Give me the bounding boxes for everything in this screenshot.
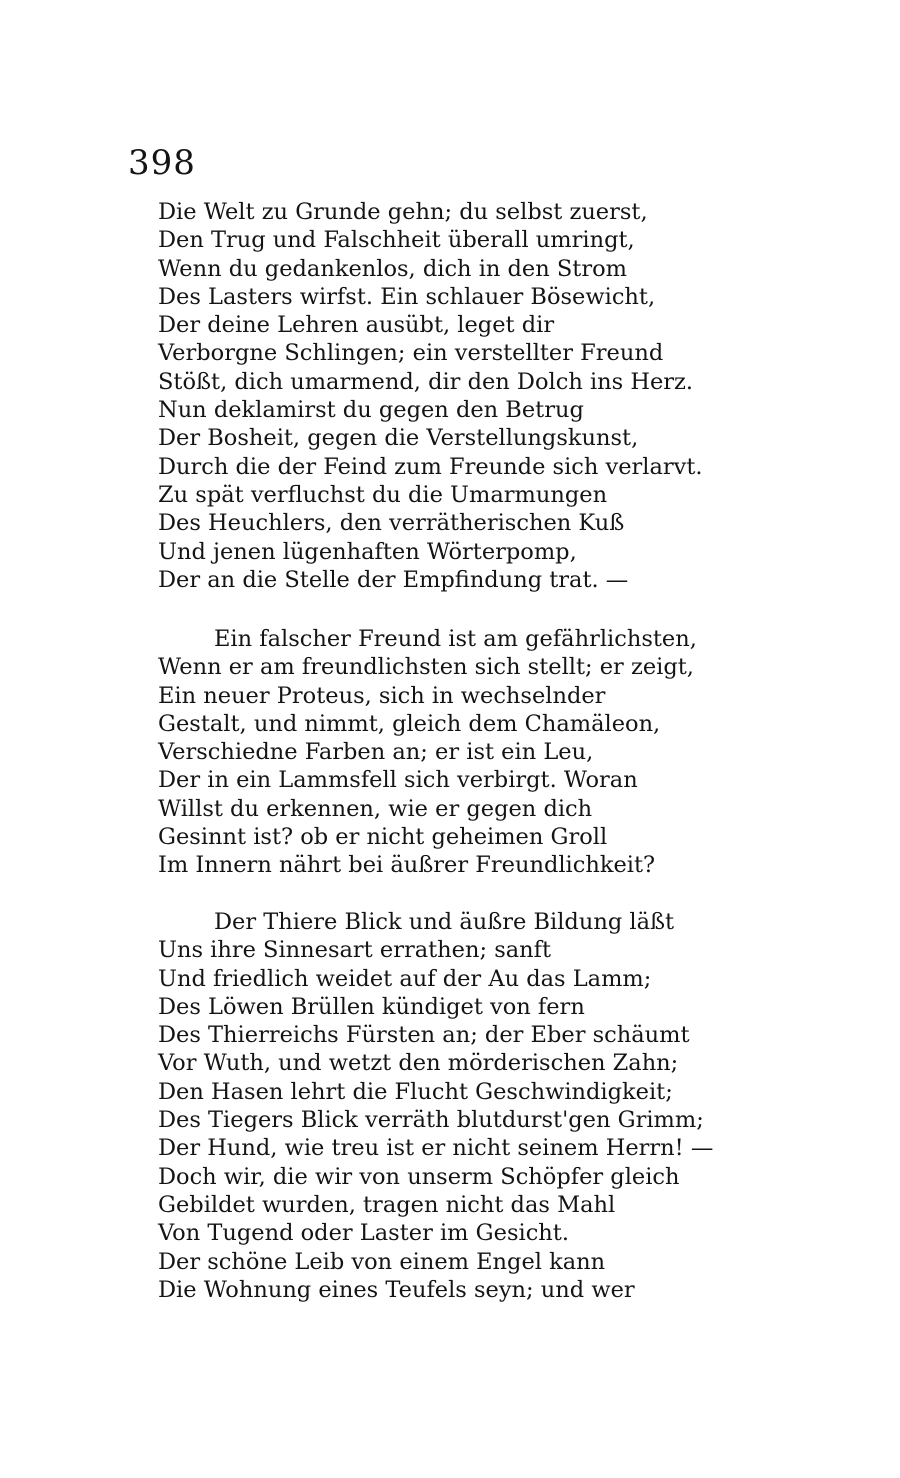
poem-line: Des Thierreichs Fürsten an; der Eber schäumt — [158, 1022, 690, 1049]
poem-line: Verschiedne Farben an; er ist ein Leu, — [158, 739, 594, 766]
poem-line: Ein falscher Freund ist am gefährlichsten, — [214, 626, 697, 652]
poem-line: Vor Wuth, und wetzt den mörderischen Zahn; — [158, 1050, 679, 1077]
poem-line: Die Wohnung eines Teufels seyn; und wer — [158, 1276, 635, 1303]
poem-line: Willst du erkennen, wie er gegen dich — [158, 795, 593, 822]
page-number: 398 — [128, 143, 196, 183]
poem-line: Im Innern nährt bei äußrer Freundlichkeit? — [158, 852, 656, 879]
poem-line: Den Hasen lehrt die Flucht Geschwindigkeit; — [158, 1078, 673, 1105]
poem-line: Gestalt, und nimmt, gleich dem Chamäleon, — [158, 710, 661, 737]
poem-line: Von Tugend oder Laster im Gesicht. — [158, 1220, 569, 1247]
poem-line: Der schöne Leib von einem Engel kann — [158, 1248, 606, 1275]
poem-line: Des Lasters wirfst. Ein schlauer Bösewicht, — [158, 283, 656, 310]
stanza-2 — [158, 625, 718, 880]
poem-line: Verborgne Schlingen; ein verstellter Freund — [158, 340, 664, 367]
stanza-1 — [158, 198, 718, 594]
poem-line: Der Thiere Blick und äußre Bildung läßt — [214, 909, 675, 935]
poem-line: Nun deklamirst du gegen den Betrug — [158, 397, 584, 424]
poem-line: Der Hund, wie treu ist er nicht seinem Herrn! — — [158, 1135, 714, 1162]
poem-line: Der an die Stelle der Empfindung trat. — — [158, 566, 629, 593]
poem-line: Und jenen lügenhaften Wörterpomp, — [158, 538, 577, 565]
poem-line: Doch wir, die wir von unserm Schöpfer gleich — [158, 1163, 680, 1190]
stanza-3 — [158, 908, 718, 1304]
poem-line: Wenn du gedankenlos, dich in den Strom — [158, 255, 627, 282]
poem-line: Des Heuchlers, den verrätherischen Kuß — [158, 510, 625, 537]
poem-line: Uns ihre Sinnesart errathen; sanft — [158, 937, 552, 964]
poem-line: Zu spät verfluchst du die Umarmungen — [158, 481, 608, 508]
poem-line: Die Welt zu Grunde gehn; du selbst zuerst, — [158, 199, 648, 225]
poem-line: Der in ein Lammsfell sich verbirgt. Woran — [158, 767, 638, 794]
poem-line: Der deine Lehren ausübt, leget dir — [158, 312, 555, 339]
poem-line: Und friedlich weidet auf der Au das Lamm; — [158, 965, 652, 992]
poem-line: Des Tiegers Blick verräth blutdurst'gen Grimm; — [158, 1107, 704, 1134]
poem-line: Gebildet wurden, tragen nicht das Mahl — [158, 1191, 616, 1218]
poem-line: Ein neuer Proteus, sich in wechselnder — [158, 682, 606, 709]
poem-line: Der Bosheit, gegen die Verstellungskunst, — [158, 425, 639, 452]
poem-line: Des Löwen Brüllen kündiget von fern — [158, 993, 585, 1020]
poem-line: Durch die der Feind zum Freunde sich verlarvt. — [158, 453, 703, 480]
poem-line: Stößt, dich umarmend, dir den Dolch ins Herz. — [158, 368, 694, 395]
poem-line: Den Trug und Falschheit überall umringt, — [158, 227, 635, 254]
poem-line: Gesinnt ist? ob er nicht geheimen Groll — [158, 824, 608, 851]
poem-line: Wenn er am freundlichsten sich stellt; er zeigt, — [158, 654, 694, 681]
